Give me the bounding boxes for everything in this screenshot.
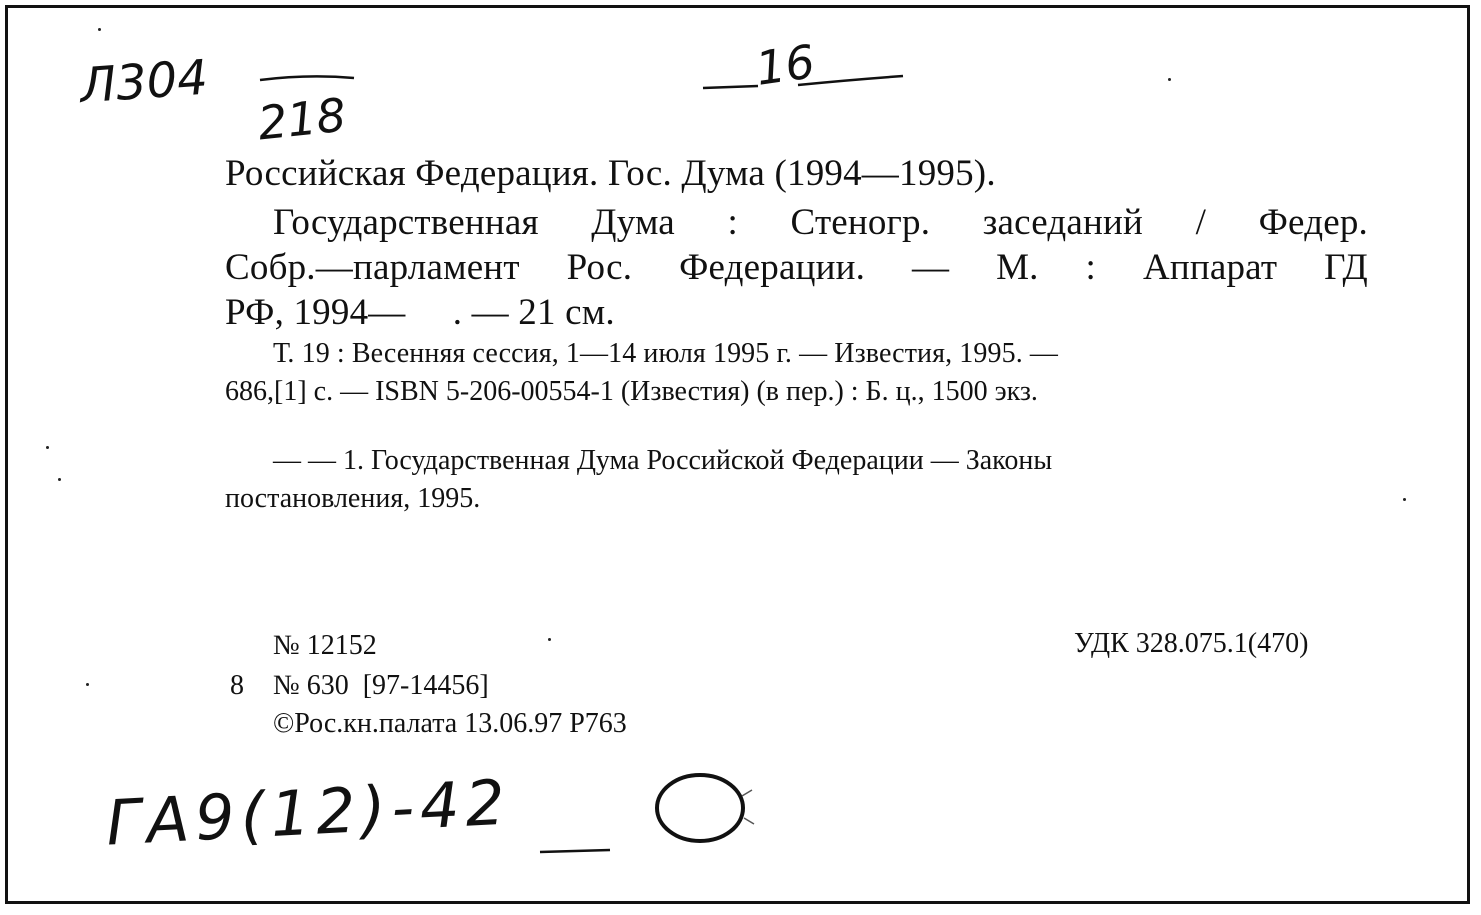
- title-word: М.: [996, 247, 1039, 288]
- handwritten-shelfmark-sub: 218: [255, 87, 349, 151]
- dust-speck: [58, 478, 61, 481]
- registry-copyright: ©Рос.кн.палата 13.06.97 Р763: [273, 708, 627, 739]
- registry-prefix: 8: [230, 670, 244, 701]
- handwritten-shelfmark: Л304: [78, 49, 210, 115]
- registry-number: № 12152: [273, 630, 377, 661]
- title-line-2: [225, 246, 1368, 289]
- card-heading: Российская Федерация. Гос. Дума (1994—1995).: [225, 153, 996, 194]
- dust-speck: [98, 28, 101, 31]
- dust-speck: [1168, 78, 1171, 81]
- title-word: :: [1085, 247, 1097, 288]
- title-word: ГД: [1324, 247, 1368, 288]
- title-word: Дума: [591, 202, 675, 243]
- title-line-3: РФ, 1994— . — 21 см.: [225, 292, 615, 333]
- volume-line-1: Т. 19 : Весенняя сессия, 1—14 июля 1995 г. — Известия, 1995. —: [273, 338, 1058, 369]
- subject-line-1: — — 1. Государственная Дума Российской Федерации — Законы: [273, 445, 1053, 476]
- catalog-card: [5, 5, 1470, 904]
- bottom-code-underline: [538, 844, 618, 858]
- title-word: —: [911, 247, 950, 288]
- shelfmark-underline: [258, 68, 358, 88]
- title-word: /: [1195, 202, 1207, 243]
- handwritten-page-number: 16: [752, 34, 819, 96]
- title-word: Рос.: [566, 247, 633, 288]
- title-word: заседаний: [982, 202, 1144, 243]
- title-word: Федерации.: [679, 247, 866, 288]
- title-word: Стеногр.: [790, 202, 931, 243]
- handwritten-bottom-code: ГА9(12)-42: [104, 765, 513, 860]
- title-word: Государственная: [273, 202, 539, 243]
- title-line-1: [273, 201, 1368, 244]
- dust-speck: [86, 683, 89, 686]
- dust-speck: [46, 446, 49, 449]
- dust-speck: [548, 638, 551, 641]
- title-word: Собр.—парламент: [225, 247, 520, 288]
- volume-line-2: 686,[1] с. — ISBN 5-206-00554-1 (Известия) (в пер.) : Б. ц., 1500 экз.: [225, 376, 1038, 407]
- udc-code: УДК 328.075.1(470): [1074, 628, 1309, 659]
- dust-speck: [1403, 498, 1406, 501]
- title-word: Федер.: [1258, 202, 1368, 243]
- title-word: Аппарат: [1142, 247, 1278, 288]
- registry-second-line: № 630 [97-14456]: [273, 670, 489, 701]
- subject-line-2: постановления, 1995.: [225, 483, 481, 514]
- title-word: :: [727, 202, 738, 243]
- circle-mark: [648, 768, 768, 848]
